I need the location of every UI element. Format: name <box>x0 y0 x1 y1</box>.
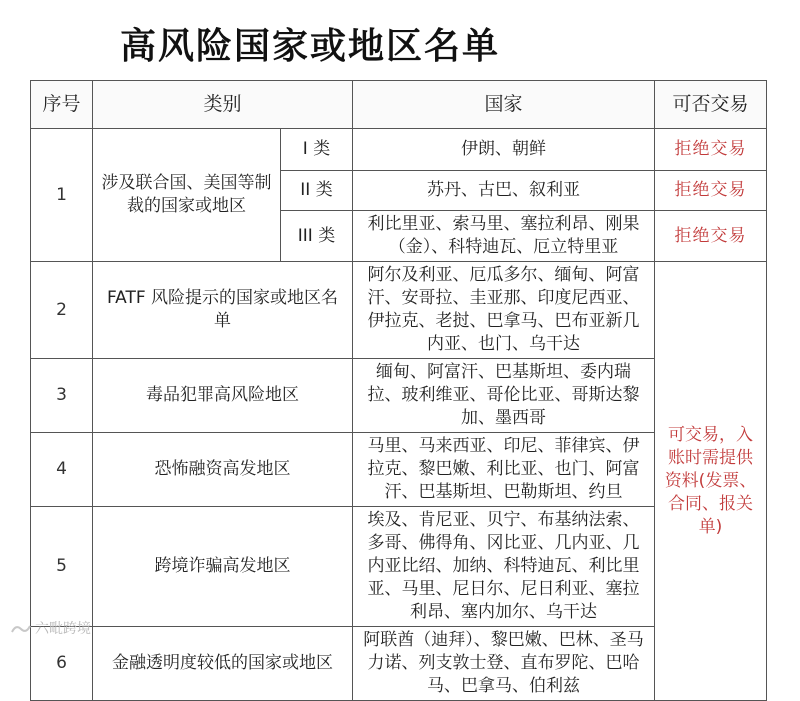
row-seq: 4 <box>31 433 93 507</box>
row-countries: 苏丹、古巴、叙利亚 <box>353 171 655 211</box>
watermark-logo-icon <box>10 622 32 636</box>
row-category: 毒品犯罪高风险地区 <box>93 359 353 433</box>
risk-table <box>30 80 767 701</box>
table-row <box>31 129 767 171</box>
header-tradable: 可否交易 <box>655 81 767 129</box>
row-countries: 阿尔及利亚、厄瓜多尔、缅甸、阿富汗、安哥拉、圭亚那、印度尼西亚、伊拉克、老挝、巴拿马、巴布亚新几内亚、也门、乌干达 <box>353 262 655 359</box>
row-countries: 埃及、肯尼亚、贝宁、布基纳法索、多哥、佛得角、冈比亚、几内亚、几内亚比绍、加纳、科特迪瓦、利比里亚、马里、尼日尔、尼日利亚、塞拉利昂、塞内加尔、乌干达 <box>353 507 655 627</box>
row-category: FATF 风险提示的国家或地区名单 <box>93 262 353 359</box>
row-category: 跨境诈骗高发地区 <box>93 507 353 627</box>
row-tradable: 拒绝交易 <box>655 211 767 262</box>
row-seq: 2 <box>31 262 93 359</box>
row-tradable: 拒绝交易 <box>655 129 767 171</box>
row-seq: 3 <box>31 359 93 433</box>
row-subclass: III 类 <box>281 211 353 262</box>
row-category: 金融透明度较低的国家或地区 <box>93 627 353 701</box>
header-country: 国家 <box>353 81 655 129</box>
table-row <box>31 262 767 359</box>
row-countries: 利比里亚、索马里、塞拉利昂、刚果（金）、科特迪瓦、厄立特里亚 <box>353 211 655 262</box>
header-seq: 序号 <box>31 81 93 129</box>
row-countries: 缅甸、阿富汗、巴基斯坦、委内瑞拉、玻利维亚、哥伦比亚、哥斯达黎加、墨西哥 <box>353 359 655 433</box>
row-seq: 6 <box>31 627 93 701</box>
row-seq: 1 <box>31 129 93 262</box>
row-countries: 阿联酋（迪拜）、黎巴嫩、巴林、圣马力诺、列支敦士登、直布罗陀、巴哈马、巴拿马、伯利兹 <box>353 627 655 701</box>
watermark-text: 六毗跨境 <box>35 621 91 637</box>
row-category: 恐怖融资高发地区 <box>93 433 353 507</box>
table-header-row <box>31 81 767 129</box>
row-subclass: I 类 <box>281 129 353 171</box>
header-category: 类别 <box>93 81 353 129</box>
row-seq: 5 <box>31 507 93 627</box>
row-subclass: II 类 <box>281 171 353 211</box>
allowed-note: 可交易，入账时需提供资料(发票、合同、报关单) <box>655 262 767 701</box>
row-category: 涉及联合国、美国等制裁的国家或地区 <box>93 129 281 262</box>
page-title: 高风险国家或地区名单 <box>120 26 501 67</box>
row-countries: 伊朗、朝鲜 <box>353 129 655 171</box>
row-countries: 马里、马来西亚、印尼、菲律宾、伊拉克、黎巴嫩、利比亚、也门、阿富汗、巴基斯坦、巴勒斯坦、约旦 <box>353 433 655 507</box>
row-tradable: 拒绝交易 <box>655 171 767 211</box>
watermark <box>10 618 91 638</box>
